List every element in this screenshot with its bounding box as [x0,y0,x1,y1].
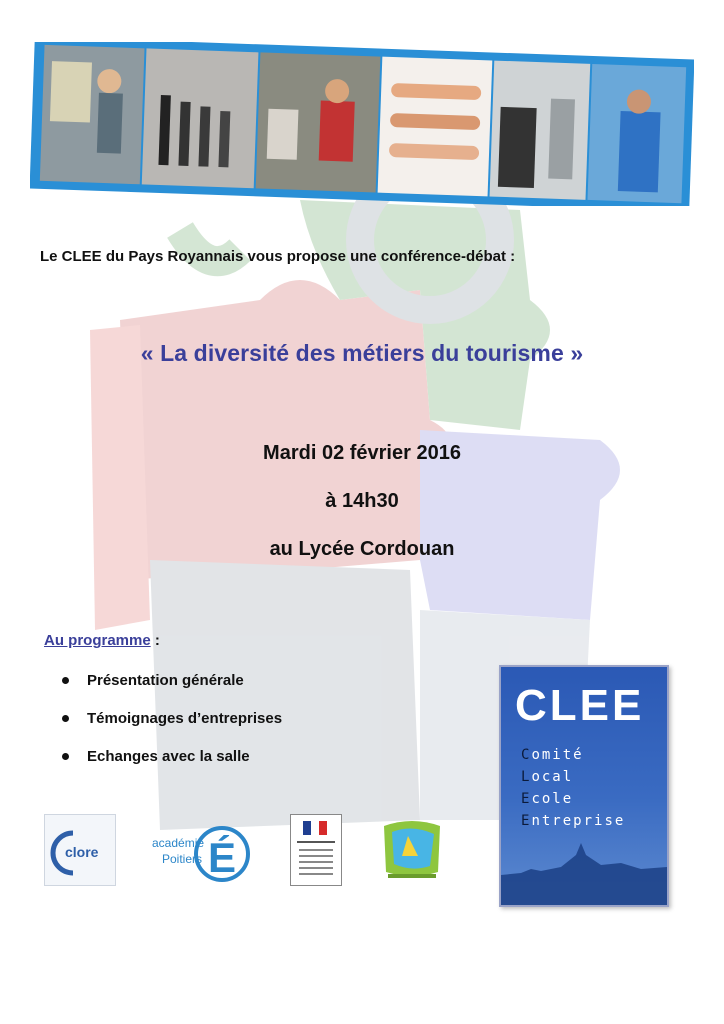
event-time: à 14h30 [325,490,399,512]
region-logo [378,814,446,884]
photo-banner [30,42,694,206]
clee-word-rest: cole [531,791,574,807]
clee-word [521,766,625,788]
clee-initial: L [521,769,532,785]
conference-title: « La diversité des métiers du tourisme » [140,340,584,366]
bullet-icon [62,677,69,684]
marianne-flag-icon [291,815,341,885]
svg-text:É: É [208,834,237,881]
clee-initial: E [521,791,532,807]
bullet-icon [62,715,69,722]
ministere-logo [290,814,342,886]
clee-initial: E [521,813,532,829]
clee-word [521,744,625,766]
intro-text: Le CLEE du Pays Royannais vous propose une conférence-débat : [40,248,516,265]
programme-heading [44,632,160,649]
list-item-label: Présentation générale [87,672,244,689]
programme-suffix: : [150,632,160,649]
programme-label: Au programme [44,632,151,649]
clee-title: CLEE [515,681,645,730]
eclore-logo [44,814,116,886]
list-item-label: Echanges avec la salle [87,748,250,765]
programme-list [62,672,282,786]
clee-word [521,788,625,810]
clee-word [521,810,625,832]
list-item [62,710,282,727]
clee-word-rest: ocal [531,769,574,785]
clee-initial: C [521,747,532,763]
clee-acronym [521,744,625,832]
event-date: Mardi 02 février 2016 [263,442,461,464]
academie-text: académie [152,836,205,850]
academie-poitiers-logo [148,812,258,888]
list-item-label: Témoignages d’entreprises [87,710,283,727]
city-skyline-icon [501,835,667,905]
clee-word-rest: omité [531,747,584,763]
bullet-icon [62,753,69,760]
eclore-logo-text: clore [65,844,99,860]
region-emblem-icon [378,814,446,884]
clee-word-rest: ntreprise [531,813,626,829]
clee-logo-box [499,665,669,907]
poitiers-text: Poitiers [162,852,203,866]
event-place: au Lycée Cordouan [269,538,455,560]
list-item [62,748,282,765]
list-item [62,672,282,689]
